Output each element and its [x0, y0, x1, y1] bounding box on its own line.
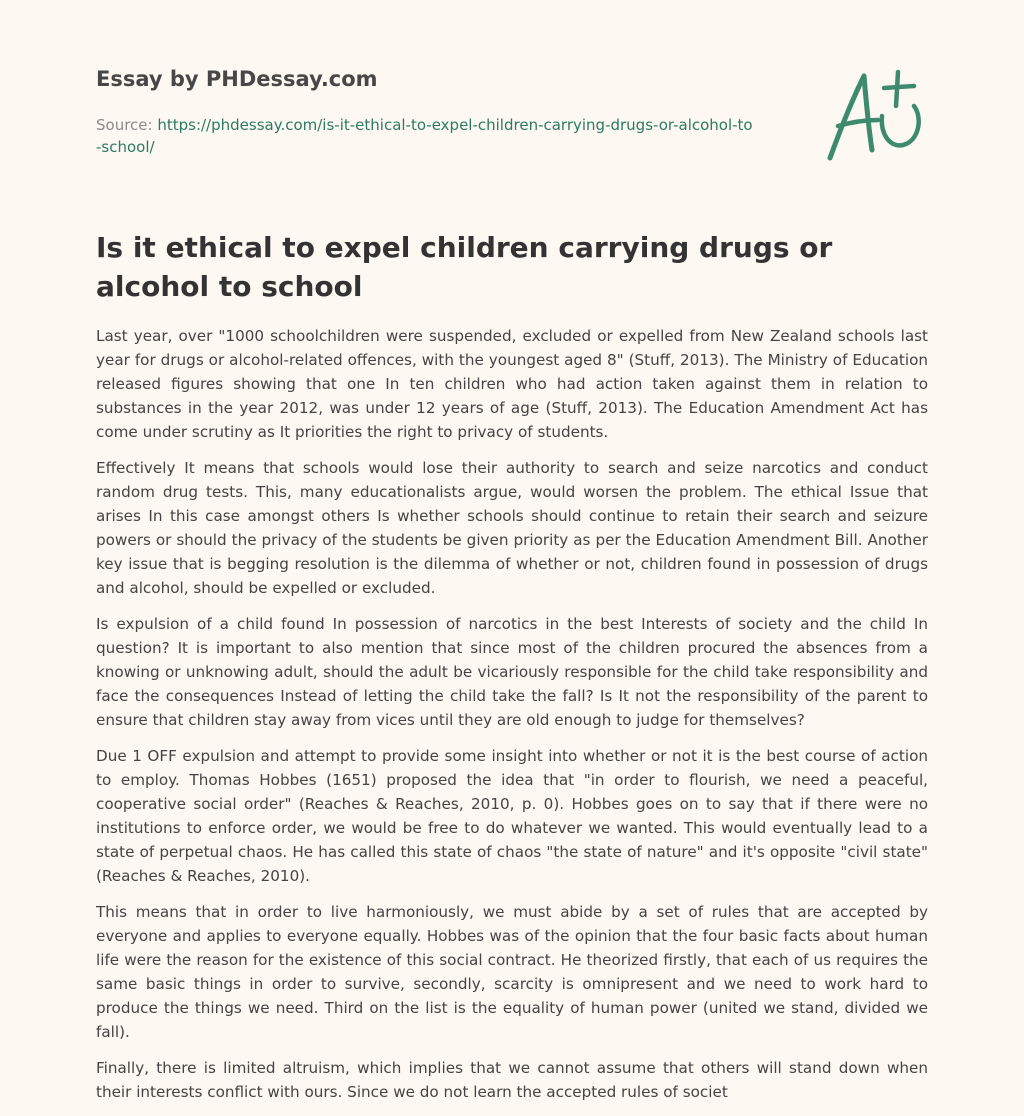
- document-header: [96, 66, 776, 158]
- source-link[interactable]: https://phdessay.com/is-it-ethical-to-expel-children-carrying-drugs-or-alcohol-to-school/: [96, 116, 753, 156]
- paragraph: Last year, over "1000 schoolchildren were suspended, excluded or expelled from New Zealand schools last year for drugs or alcohol-related offences, with the youngest aged 8" (Stuff, 2013). The Ministry of Education released figures showing that one In ten children who had action taken against them in relation to substances in the year 2012, was under 12 years of age (Stuff, 2013). The Education Amendment Act has come under scrutiny as It priorities the right to privacy of students.: [96, 327, 928, 441]
- paragraph: Effectively It means that schools would lose their authority to search and seize narcotics and conduct random drug tests. This, many educationalists argue, would worsen the problem. The ethical Issue that arises In this case amongst others Is whether schools should continue to retain their search and seizure powers or should the privacy of the students be given priority as per the Education Amendment Bill. Another key issue that is begging resolution is the dilemma of whether or not, children found in possession of drugs and alcohol, should be expelled or excluded.: [96, 459, 928, 597]
- a-plus-logo-icon: [822, 66, 932, 166]
- brand-title: Essay by PHDessay.com: [96, 67, 378, 91]
- essay-body: [96, 324, 928, 1116]
- source-label: Source:: [96, 116, 158, 134]
- paragraph: This means that in order to live harmoniously, we must abide by a set of rules that are accepted by everyone and applies to everyone equally. Hobbes was of the opinion that the four basic facts about human life were the reason for the existence of this social contract. He theorized firstly, that each of us requires the same basic things in order to survive, secondly, scarcity is omnipresent and we need to work hard to produce the things we need. Third on the list is the equality of human power (united we stand, divided we fall).: [96, 903, 928, 1041]
- source-line: [96, 114, 756, 158]
- essay-title: Is it ethical to expel children carrying drugs or alcohol to school: [96, 231, 833, 303]
- paragraph: Due 1 OFF expulsion and attempt to provide some insight into whether or not it is the best course of action to employ. Thomas Hobbes (1651) proposed the idea that "in order to flourish, we need a peaceful, cooperative social order" (Reaches & Reaches, 2010, p. 0). Hobbes goes on to say that if there were no institutions to enforce order, we would be free to do whatever we wanted. This would eventually lead to a state of perpetual chaos. He has called this state of chaos "the state of nature" and it's opposite "civil state" (Reaches & Reaches, 2010).: [96, 747, 928, 885]
- paragraph: Is expulsion of a child found In possession of narcotics in the best Interests of society and the child In question? It is important to also mention that since most of the children procured the absences from a knowing or unknowing adult, should the adult be vicariously responsible for the child take responsibility and face the consequences Instead of letting the child take the fall? Is It not the responsibility of the parent to ensure that children stay away from vices until they are old enough to judge for themselves?: [96, 615, 928, 729]
- paragraph: Finally, there is limited altruism, which implies that we cannot assume that others will stand down when their interests conflict with ours. Since we do not learn the accepted rules of societ: [96, 1059, 928, 1101]
